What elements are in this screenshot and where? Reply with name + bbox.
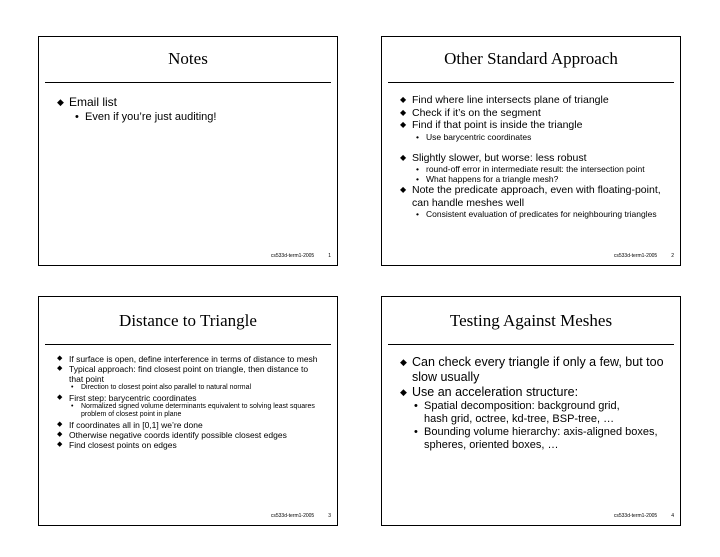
diamond-bullet-icon: ◆	[57, 393, 63, 401]
diamond-bullet-icon: ◆	[57, 430, 63, 438]
bullet-item	[57, 420, 323, 430]
bullet-item	[57, 430, 323, 440]
slide-title: Other Standard Approach	[444, 49, 618, 68]
sub-bullet-text: Spatial decomposition: background grid, hash grid, octree, kd-tree, BSP-tree, …	[424, 400, 620, 425]
course-label: cs533d-term1-2005	[270, 253, 315, 259]
sub-bullet-text: round-off error in intermediate result: the intersection point	[426, 164, 645, 174]
bullet-text: First step: barycentric coordinates	[69, 392, 197, 403]
slide-1	[38, 36, 338, 266]
diamond-bullet-icon: ◆	[400, 357, 407, 367]
bullet-text: Email list	[69, 95, 118, 109]
bullet-text: Typical approach: find closest point on triangle, then distance to that point	[69, 364, 309, 384]
sub-bullet-item	[71, 403, 323, 420]
page-number: 2	[671, 253, 674, 259]
bullet-item	[400, 385, 666, 452]
slide-body	[400, 94, 666, 219]
bullet-item	[400, 355, 666, 385]
slide-body	[400, 355, 666, 452]
slide-3	[38, 296, 338, 526]
bullet-item	[400, 119, 666, 142]
diamond-bullet-icon: ◆	[57, 355, 63, 362]
course-label: cs533d-term1-2005	[613, 253, 658, 259]
diamond-bullet-icon: ◆	[400, 185, 407, 194]
title-rule	[45, 82, 331, 83]
bullet-item	[57, 95, 323, 125]
bullet-text: Can check every triangle if only a few, but too slow usually	[412, 355, 664, 384]
slide-footer	[614, 253, 674, 259]
dot-bullet-icon: •	[414, 400, 418, 412]
sub-bullet-text: Direction to closest point also parallel to natural normal	[81, 384, 252, 391]
bullet-text: Find closest points on edges	[69, 439, 177, 450]
sub-bullet-item	[71, 384, 323, 393]
sub-bullet-text: What happens for a triangle mesh?	[426, 174, 559, 184]
bullet-item	[400, 107, 666, 120]
slide-footer	[614, 513, 674, 519]
bullet-item	[57, 393, 323, 420]
bullet-item	[57, 364, 323, 393]
diamond-bullet-icon: ◆	[400, 107, 407, 117]
dot-bullet-icon: •	[71, 384, 74, 391]
page-number: 1	[328, 253, 331, 259]
sub-bullet-item	[416, 132, 666, 142]
slide-title: Testing Against Meshes	[449, 311, 613, 330]
diamond-bullet-icon: ◆	[57, 420, 63, 428]
diamond-bullet-icon: ◆	[57, 440, 63, 448]
bullet-text: Otherwise negative coords identify possible closest edges	[69, 429, 287, 440]
diamond-bullet-icon: ◆	[400, 152, 407, 162]
bullet-item	[400, 152, 666, 185]
bullet-text: Find if that point is inside the triangle	[412, 119, 583, 131]
sub-bullet-text: Consistent evaluation of predicates for neighbouring triangles	[426, 209, 657, 219]
sub-bullet-text: Bounding volume hierarchy: axis-aligned boxes, spheres, oriented boxes, …	[424, 426, 658, 451]
slide-footer	[271, 513, 331, 519]
sub-bullet-text: Use barycentric coordinates	[426, 131, 532, 142]
dot-bullet-icon: •	[416, 131, 419, 142]
diamond-bullet-icon: ◆	[57, 97, 64, 107]
dot-bullet-icon: •	[71, 402, 74, 410]
title-rule	[45, 344, 331, 345]
dot-bullet-icon: •	[414, 426, 418, 438]
bullet-text: Use an acceleration structure:	[412, 385, 579, 399]
dot-bullet-icon: •	[75, 111, 79, 123]
slide-body	[57, 95, 323, 125]
bullet-item	[400, 184, 666, 219]
course-label: cs533d-term1-2005	[613, 513, 658, 519]
bullet-text: Note the predicate approach, even with floating-point, can handle meshes well	[412, 184, 661, 209]
title-rule	[388, 344, 674, 345]
diamond-bullet-icon: ◆	[400, 95, 407, 104]
dot-bullet-icon: •	[416, 174, 419, 184]
dot-bullet-icon: •	[416, 209, 419, 219]
course-label: cs533d-term1-2005	[270, 513, 315, 519]
bullet-text: If surface is open, define interference in terms of distance to mesh	[69, 354, 318, 364]
bullet-item	[57, 440, 323, 450]
dot-bullet-icon: •	[416, 164, 419, 174]
slide-2	[381, 36, 681, 266]
bullet-text: Check if it’s on the segment	[412, 106, 541, 119]
bullet-item	[400, 94, 666, 107]
sub-bullet-text: Even if you’re just auditing!	[85, 111, 217, 123]
slide-4	[381, 296, 681, 526]
title-rule	[388, 82, 674, 83]
diamond-bullet-icon: ◆	[400, 120, 407, 129]
page-number: 3	[328, 513, 331, 519]
sub-bullet-item	[414, 426, 664, 452]
sub-bullet-item	[416, 174, 666, 184]
sub-bullet-item	[414, 400, 642, 426]
bullet-item	[57, 354, 323, 364]
bullet-text: Find where line intersects plane of triangle	[412, 94, 609, 106]
diamond-bullet-icon: ◆	[400, 387, 407, 397]
bullet-text: If coordinates all in [0,1] we’re done	[69, 419, 203, 430]
sub-bullet-item	[75, 110, 323, 125]
diamond-bullet-icon: ◆	[57, 365, 63, 372]
sub-bullet-item	[416, 164, 666, 174]
bullet-text: Slightly slower, but worse: less robust	[412, 151, 587, 164]
slide-title: Notes	[168, 49, 208, 68]
slide-footer	[271, 253, 331, 259]
slide-title: Distance to Triangle	[119, 311, 257, 330]
page-number: 4	[671, 513, 674, 519]
slide-body	[57, 354, 323, 450]
sub-bullet-text: Normalized signed volume determinants equivalent to solving least squares problem of closest point in plane	[81, 402, 315, 418]
sub-bullet-item	[416, 209, 666, 219]
